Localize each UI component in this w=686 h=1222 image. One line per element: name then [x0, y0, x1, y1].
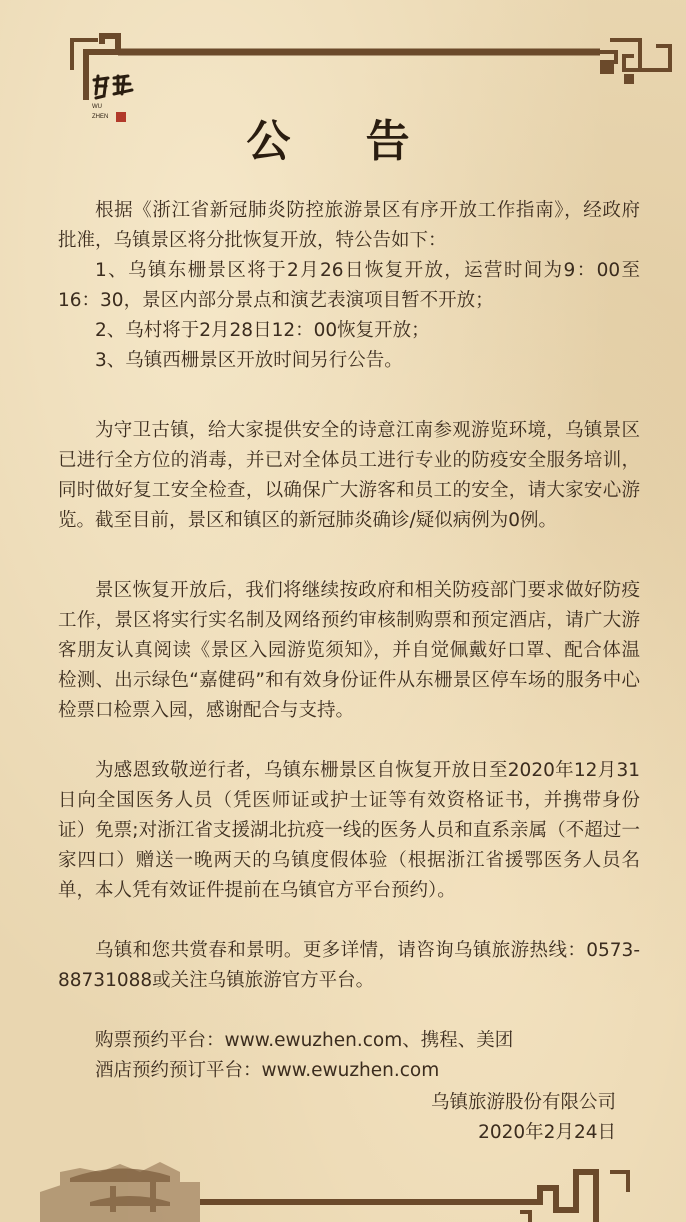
svg-text:WU: WU — [92, 104, 102, 110]
announcement-body — [58, 196, 640, 1086]
list-item-2: 2、乌村将于2月28日12：00恢复开放； — [95, 320, 430, 341]
paragraph-safety: 为守卫古镇，给大家提供安全的诗意江南参观游览环境，乌镇景区已进行全方位的消毒，并已对全体员工进行专业的防疫安全服务培训，同时做好复工安全检查，以确保广大游客和员工的安全，请大家安心游览。截至目前，景区和镇区的新冠肺炎确诊/疑似病例为0例。 — [58, 420, 640, 531]
paragraph-intro: 根据《浙江省新冠肺炎防控旅游景区有序开放工作指南》，经政府批准，乌镇景区将分批恢复开放，特公告如下： — [58, 200, 640, 251]
paragraph-prevention: 景区恢复开放后，我们将继续按政府和相关防疫部门要求做好防疫工作，景区将实行实名制及网络预约审核制购票和预定酒店，请广大游客朋友认真阅读《景区入园游览须知》，并自觉佩戴好口罩、配合体温检测、出示绿色“嘉健码”和有效身份证件从东栅景区停车场的服务中心检票口检票入园，感谢配合与支持。 — [58, 580, 640, 721]
svg-text:ZHEN: ZHEN — [92, 114, 109, 120]
list-item-1: 1、乌镇东栅景区将于2月26日恢复开放，运营时间为9：00至16：30，景区内部分景点和演艺表演项目暂不开放； — [58, 260, 640, 311]
page-title: 公 告 — [246, 116, 440, 167]
paragraph-medical-staff: 为感恩致敬逆行者，乌镇东栅景区自恢复开放日至2020年12月31日向全国医务人员（凭医师证或护士证等有效资格证书，并携带身份证）免票;对浙江省支援湖北抗疫一线的医务人员和直系亲属（不超过一家四口）赠送一晚两天的乌镇度假体验（根据浙江省援鄂医务人员名单，本人凭有效证件提前在乌镇官方平台预约）。 — [58, 760, 640, 901]
company-name: 乌镇旅游股份有限公司 — [430, 1092, 616, 1113]
ticket-platform: 购票预约平台：www.ewuzhen.com、携程、美团 — [95, 1030, 514, 1051]
bottom-border-ornament — [0, 1052, 686, 1222]
list-item-3: 3、乌镇西栅景区开放时间另行公告。 — [95, 350, 403, 371]
paragraph-hotline: 乌镇和您共赏春和景明。更多详情，请咨询乌镇旅游热线：0573-88731088或关注乌镇旅游官方平台。 — [58, 940, 640, 991]
issue-date: 2020年2月24日 — [478, 1122, 616, 1143]
hotel-platform: 酒店预约预订平台：www.ewuzhen.com — [95, 1060, 440, 1081]
